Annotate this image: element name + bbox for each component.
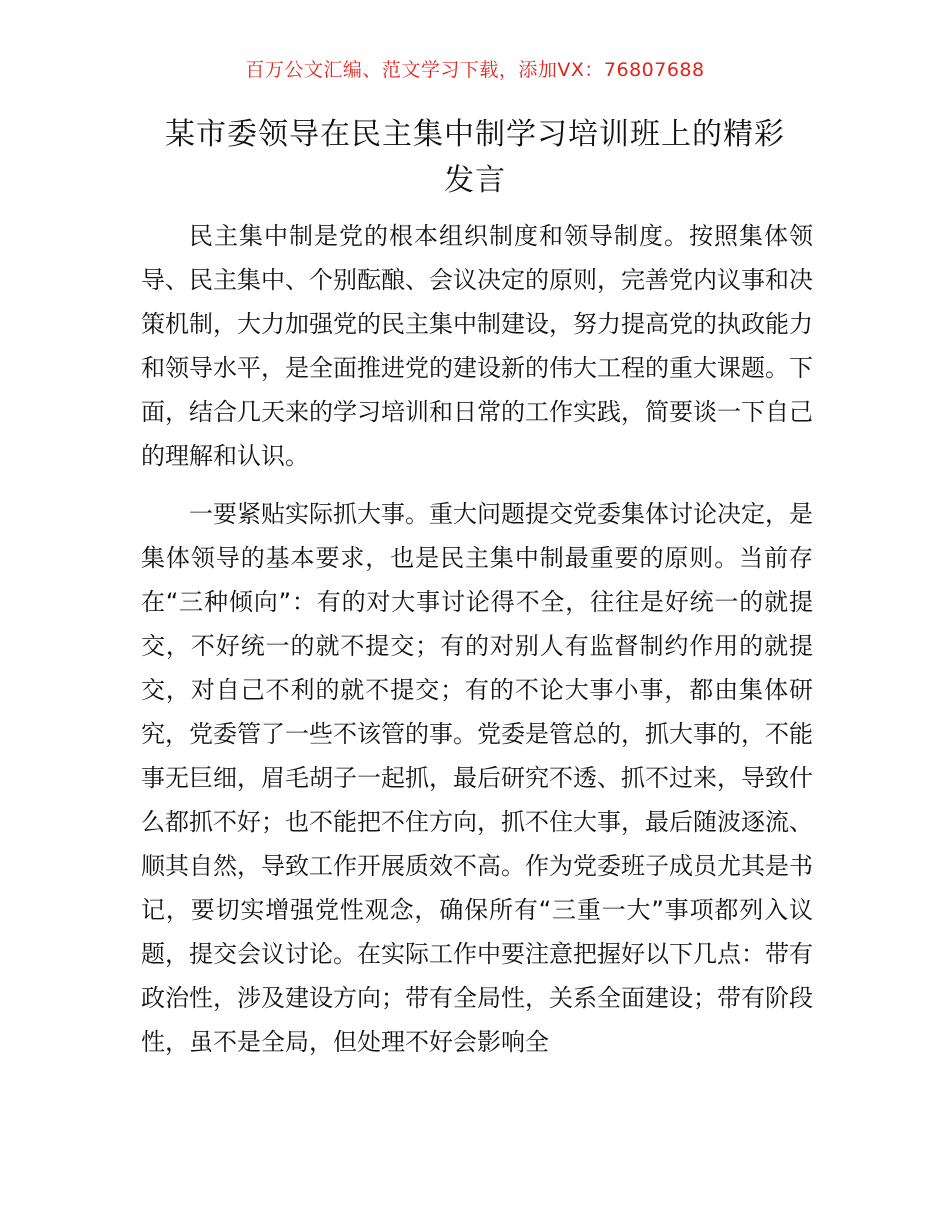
document-body (141, 214, 813, 1064)
title-line-2: 发言 (444, 163, 506, 198)
title-line-1: 某市委领导在民主集中制学习培训班上的精彩 (165, 117, 785, 152)
paragraph-intro: 民主集中制是党的根本组织制度和领导制度。按照集体领导、民主集中、个别酝酿、会议决定的原则，完善党内议事和决策机制，大力加强党的民主集中制建设，努力提高党的执政能力和领导水平，是全面推进党的建设新的伟大工程的重大课题。下面，结合几天来的学习培训和日常的工作实践，简要谈一下自己的理解和认识。 (141, 222, 813, 470)
document-title (120, 112, 830, 204)
header-note: 百万公文汇编、范文学习下载，添加VX：76807688 (245, 59, 705, 81)
paragraph-point-one: 一要紧贴实际抓大事。重大问题提交党委集体讨论决定，是集体领导的基本要求，也是民主集中制最重要的原则。当前存在“三种倾向”：有的对大事讨论得不全，往往是好统一的就提交，不好统一的就不提交；有的对别人有监督制约作用的就提交，对自己不利的就不提交；有的不论大事小事，都由集体研究，党委管了一些不该管的事。党委是管总的，抓大事的，不能事无巨细，眉毛胡子一起抓，最后研究不透、抓不过来，导致什么都抓不好；也不能把不住方向，抓不住大事，最后随波逐流、顺其自然，导致工作开展质效不高。作为党委班子成员尤其是书记，要切实增强党性观念，确保所有“三重一大”事项都列入议题，提交会议讨论。在实际工作中要注意把握好以下几点：带有政治性，涉及建设方向；带有全局性，关系全面建设；带有阶段性，虽不是全局，但处理不好会影响全 (141, 500, 813, 1056)
